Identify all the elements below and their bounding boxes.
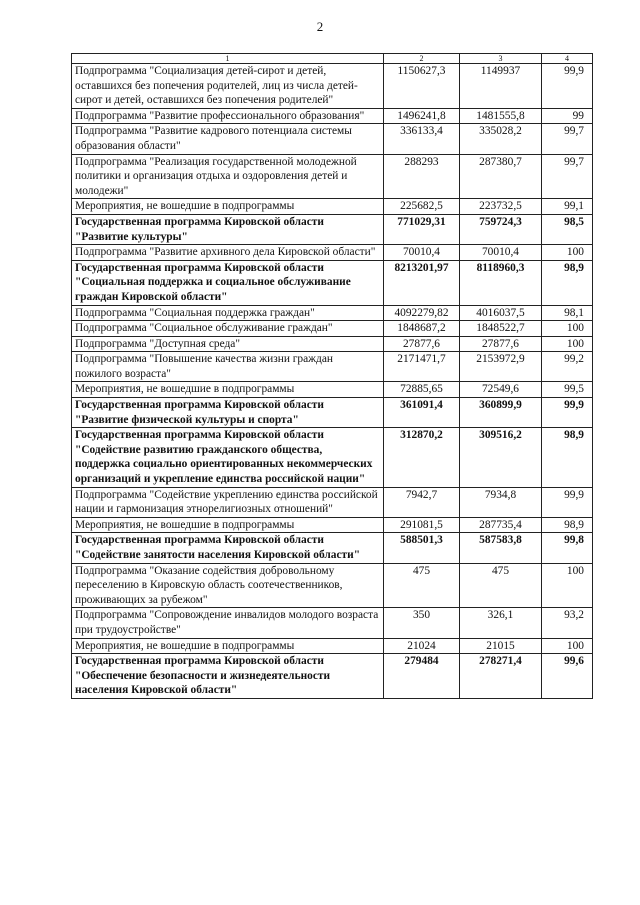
percent-cell: 99,7 <box>542 154 593 199</box>
actual-amount-cell: 70010,4 <box>460 245 542 261</box>
program-name-cell: Подпрограмма "Доступная среда" <box>72 336 384 352</box>
actual-amount-cell: 759724,3 <box>460 214 542 244</box>
actual-amount-cell: 287735,4 <box>460 517 542 533</box>
program-name-cell: Мероприятия, не вошедшие в подпрограммы <box>72 199 384 215</box>
percent-cell: 98,9 <box>542 517 593 533</box>
header-cell-1: 1 <box>72 54 384 64</box>
plan-amount-cell: 27877,6 <box>384 336 460 352</box>
percent-cell: 99,2 <box>542 352 593 382</box>
table-row <box>72 214 593 244</box>
plan-amount-cell: 361091,4 <box>384 398 460 428</box>
table-row <box>72 108 593 124</box>
program-name-cell: Государственная программа Кировской области "Развитие культуры" <box>72 214 384 244</box>
plan-amount-cell: 21024 <box>384 638 460 654</box>
percent-cell: 99,6 <box>542 654 593 699</box>
plan-amount-cell: 4092279,82 <box>384 305 460 321</box>
percent-cell: 99,9 <box>542 64 593 109</box>
plan-amount-cell: 225682,5 <box>384 199 460 215</box>
table-row <box>72 245 593 261</box>
header-cell-3: 3 <box>460 54 542 64</box>
actual-amount-cell: 278271,4 <box>460 654 542 699</box>
table-row <box>72 305 593 321</box>
table-row <box>72 608 593 638</box>
table-row <box>72 154 593 199</box>
program-name-cell: Подпрограмма "Сопровождение инвалидов молодого возраста при трудоустройстве" <box>72 608 384 638</box>
plan-amount-cell: 1150627,3 <box>384 64 460 109</box>
actual-amount-cell: 1848522,7 <box>460 321 542 337</box>
table-row <box>72 533 593 563</box>
program-name-cell: Подпрограмма "Оказание содействия добровольному переселению в Кировскую область соотечественников, проживающих за рубежом" <box>72 563 384 608</box>
table-row <box>72 487 593 517</box>
program-name-cell: Подпрограмма "Повышение качества жизни граждан пожилого возраста" <box>72 352 384 382</box>
program-name-cell: Подпрограмма "Развитие архивного дела Кировской области" <box>72 245 384 261</box>
table-row <box>72 336 593 352</box>
program-name-cell: Подпрограмма "Содействие укреплению единства российской нации и гармонизация этнорелигиозных отношений" <box>72 487 384 517</box>
percent-cell: 99 <box>542 108 593 124</box>
percent-cell: 98,5 <box>542 214 593 244</box>
percent-cell: 99,1 <box>542 199 593 215</box>
plan-amount-cell: 2171471,7 <box>384 352 460 382</box>
percent-cell: 99,5 <box>542 382 593 398</box>
plan-amount-cell: 771029,31 <box>384 214 460 244</box>
percent-cell: 99,8 <box>542 533 593 563</box>
plan-amount-cell: 8213201,97 <box>384 260 460 305</box>
table-row <box>72 64 593 109</box>
program-name-cell: Государственная программа Кировской области "Развитие физической культуры и спорта" <box>72 398 384 428</box>
budget-table <box>71 53 593 699</box>
percent-cell: 99,7 <box>542 124 593 154</box>
program-name-cell: Подпрограмма "Развитие кадрового потенциала системы образования области" <box>72 124 384 154</box>
program-name-cell: Государственная программа Кировской области "Содействие занятости населения Кировской области" <box>72 533 384 563</box>
program-name-cell: Мероприятия, не вошедшие в подпрограммы <box>72 382 384 398</box>
plan-amount-cell: 7942,7 <box>384 487 460 517</box>
table-row <box>72 260 593 305</box>
table-row <box>72 124 593 154</box>
program-name-cell: Подпрограмма "Социальное обслуживание граждан" <box>72 321 384 337</box>
program-name-cell: Подпрограмма "Социализация детей-сирот и детей, оставшихся без попечения родителей, лиц из числа детей-сирот и детей, оставшихся без попечения родителей" <box>72 64 384 109</box>
plan-amount-cell: 291081,5 <box>384 517 460 533</box>
table-row <box>72 517 593 533</box>
plan-amount-cell: 475 <box>384 563 460 608</box>
program-name-cell: Государственная программа Кировской области "Содействие развитию гражданского общества, поддержка социально ориентированных некоммерческих организаций и укрепление единства российской нации" <box>72 428 384 487</box>
actual-amount-cell: 326,1 <box>460 608 542 638</box>
plan-amount-cell: 72885,65 <box>384 382 460 398</box>
plan-amount-cell: 70010,4 <box>384 245 460 261</box>
actual-amount-cell: 309516,2 <box>460 428 542 487</box>
table-row <box>72 321 593 337</box>
actual-amount-cell: 475 <box>460 563 542 608</box>
program-name-cell: Государственная программа Кировской области "Социальная поддержка и социальное обслуживание граждан Кировской области" <box>72 260 384 305</box>
table-row <box>72 352 593 382</box>
percent-cell: 100 <box>542 638 593 654</box>
plan-amount-cell: 279484 <box>384 654 460 699</box>
actual-amount-cell: 72549,6 <box>460 382 542 398</box>
percent-cell: 99,9 <box>542 487 593 517</box>
page-number: 2 <box>316 19 324 34</box>
percent-cell: 98,1 <box>542 305 593 321</box>
table-row <box>72 428 593 487</box>
actual-amount-cell: 8118960,3 <box>460 260 542 305</box>
percent-cell: 100 <box>542 245 593 261</box>
table-row <box>72 654 593 699</box>
program-name-cell: Подпрограмма "Социальная поддержка граждан" <box>72 305 384 321</box>
percent-cell: 99,9 <box>542 398 593 428</box>
actual-amount-cell: 587583,8 <box>460 533 542 563</box>
percent-cell: 100 <box>542 336 593 352</box>
plan-amount-cell: 336133,4 <box>384 124 460 154</box>
actual-amount-cell: 223732,5 <box>460 199 542 215</box>
table-header-row <box>72 54 593 64</box>
table-row <box>72 563 593 608</box>
plan-amount-cell: 1848687,2 <box>384 321 460 337</box>
program-name-cell: Государственная программа Кировской области "Обеспечение безопасности и жизнедеятельности населения Кировской области" <box>72 654 384 699</box>
table-row <box>72 199 593 215</box>
plan-amount-cell: 312870,2 <box>384 428 460 487</box>
actual-amount-cell: 2153972,9 <box>460 352 542 382</box>
actual-amount-cell: 21015 <box>460 638 542 654</box>
header-cell-2: 2 <box>384 54 460 64</box>
program-name-cell: Мероприятия, не вошедшие в подпрограммы <box>72 517 384 533</box>
percent-cell: 100 <box>542 563 593 608</box>
actual-amount-cell: 27877,6 <box>460 336 542 352</box>
actual-amount-cell: 360899,9 <box>460 398 542 428</box>
percent-cell: 93,2 <box>542 608 593 638</box>
actual-amount-cell: 335028,2 <box>460 124 542 154</box>
actual-amount-cell: 4016037,5 <box>460 305 542 321</box>
program-name-cell: Подпрограмма "Развитие профессионального образования" <box>72 108 384 124</box>
plan-amount-cell: 588501,3 <box>384 533 460 563</box>
header-cell-4: 4 <box>542 54 593 64</box>
table-row <box>72 382 593 398</box>
actual-amount-cell: 287380,7 <box>460 154 542 199</box>
program-name-cell: Мероприятия, не вошедшие в подпрограммы <box>72 638 384 654</box>
plan-amount-cell: 1496241,8 <box>384 108 460 124</box>
percent-cell: 98,9 <box>542 428 593 487</box>
actual-amount-cell: 7934,8 <box>460 487 542 517</box>
program-name-cell: Подпрограмма "Реализация государственной молодежной политики и организация отдыха и оздоровления детей и молодежи" <box>72 154 384 199</box>
plan-amount-cell: 288293 <box>384 154 460 199</box>
actual-amount-cell: 1481555,8 <box>460 108 542 124</box>
table-row <box>72 638 593 654</box>
actual-amount-cell: 1149937 <box>460 64 542 109</box>
percent-cell: 100 <box>542 321 593 337</box>
plan-amount-cell: 350 <box>384 608 460 638</box>
percent-cell: 98,9 <box>542 260 593 305</box>
table-row <box>72 398 593 428</box>
